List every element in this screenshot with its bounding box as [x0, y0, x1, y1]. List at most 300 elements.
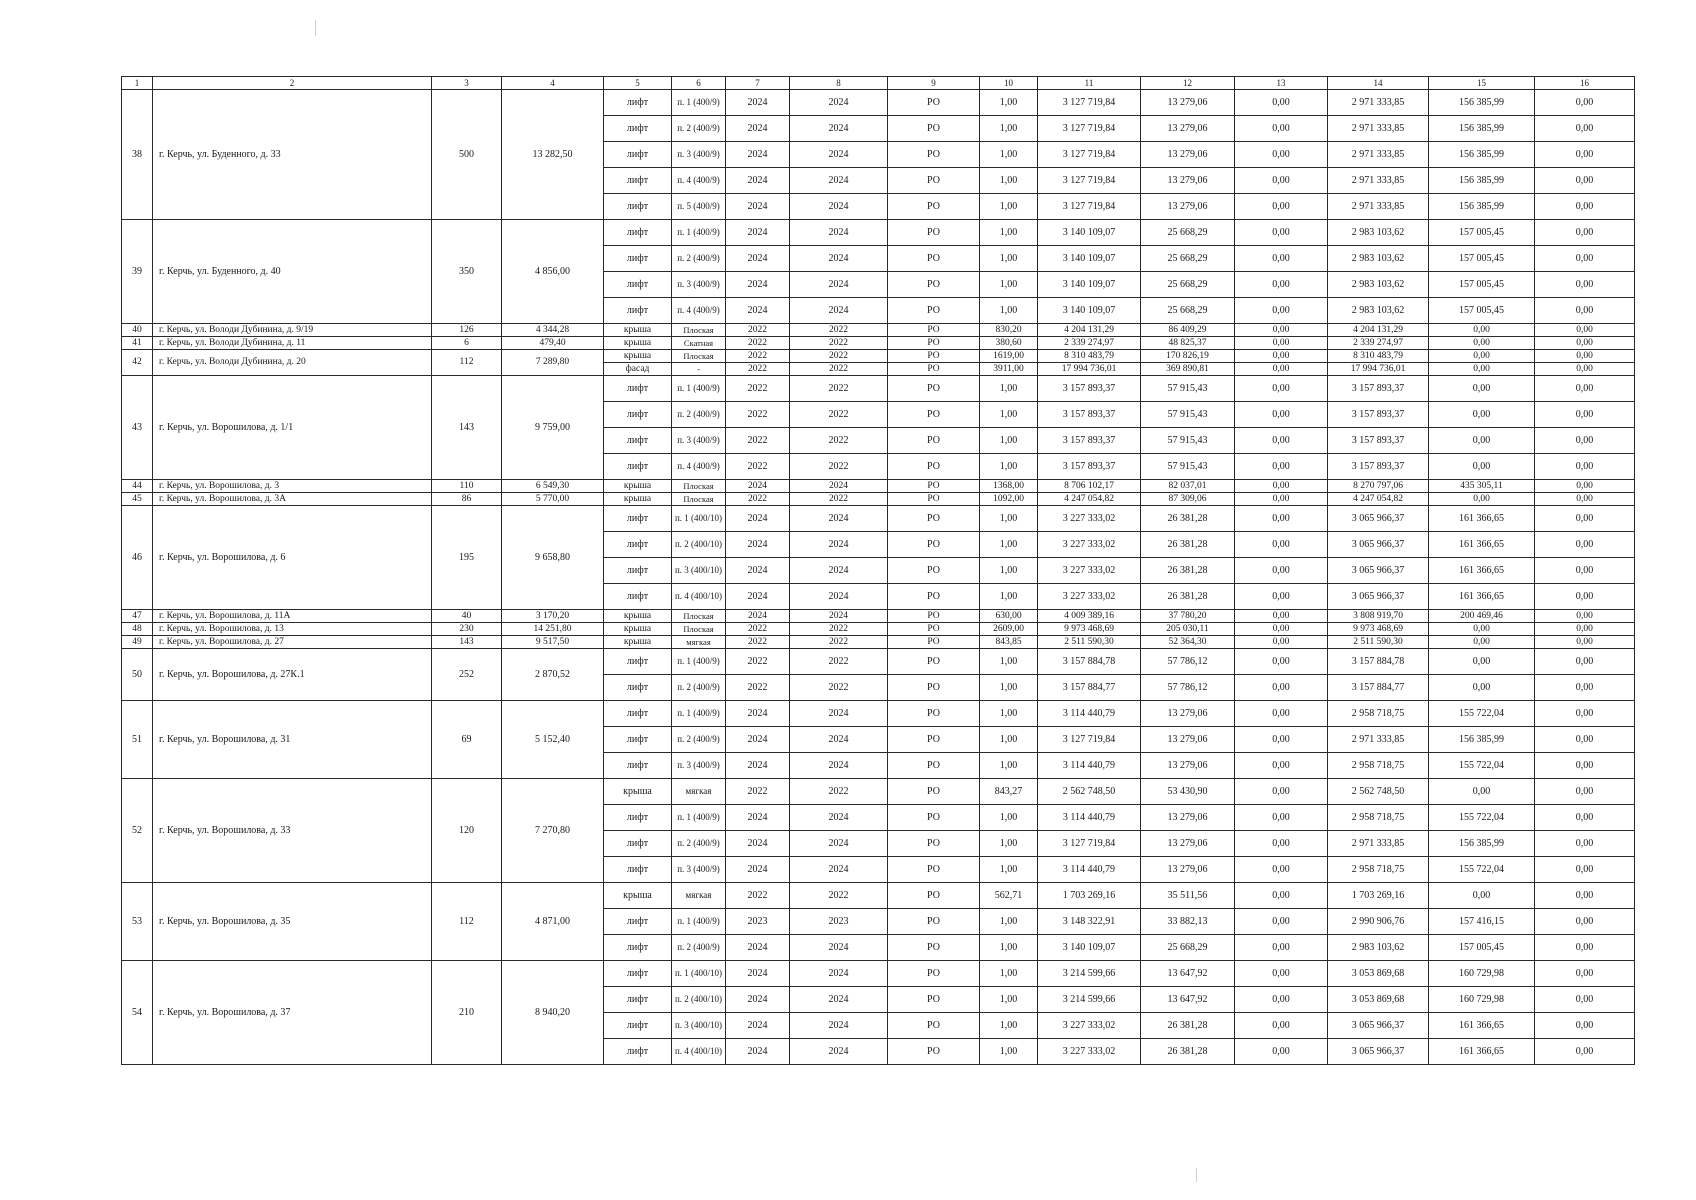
element-type-cell: лифт	[604, 558, 672, 584]
total-cost-cell: 3 227 333,02	[1038, 584, 1141, 610]
method-cell: РО	[888, 272, 980, 298]
entrance-cell: Плоская	[672, 350, 726, 363]
end-year-cell: 2024	[790, 532, 888, 558]
end-year-cell: 2024	[790, 142, 888, 168]
volume-cell: 1,00	[980, 194, 1038, 220]
residents-cell: 252	[432, 649, 502, 701]
method-cell: РО	[888, 142, 980, 168]
element-type-cell: лифт	[604, 1039, 672, 1065]
cost-sd-cell: 53 430,90	[1141, 779, 1235, 805]
fund-owner-cell: 1 703 269,16	[1328, 883, 1429, 909]
plan-year-cell: 2022	[726, 376, 790, 402]
element-type-cell: лифт	[604, 220, 672, 246]
fund-region-cell: 435 305,11	[1429, 480, 1535, 493]
fund-owner-cell: 2 958 718,75	[1328, 857, 1429, 883]
element-type-cell: лифт	[604, 961, 672, 987]
fund-state-cell: 0,00	[1235, 428, 1328, 454]
entrance-cell: п. 4 (400/10)	[672, 584, 726, 610]
end-year-cell: 2022	[790, 324, 888, 337]
cost-sd-cell: 13 279,06	[1141, 805, 1235, 831]
residents-cell: 143	[432, 636, 502, 649]
total-cost-cell: 1 703 269,16	[1038, 883, 1141, 909]
volume-cell: 1,00	[980, 584, 1038, 610]
method-cell: РО	[888, 883, 980, 909]
end-year-cell: 2024	[790, 753, 888, 779]
end-year-cell: 2024	[790, 298, 888, 324]
address-cell: г. Керчь, ул. Ворошилова, д. 13	[153, 623, 432, 636]
cost-sd-cell: 52 364,30	[1141, 636, 1235, 649]
element-type-cell: крыша	[604, 636, 672, 649]
method-cell: РО	[888, 909, 980, 935]
plan-year-cell: 2022	[726, 428, 790, 454]
cost-sd-cell: 86 409,29	[1141, 324, 1235, 337]
volume-cell: 2609,00	[980, 623, 1038, 636]
plan-year-cell: 2024	[726, 506, 790, 532]
total-cost-cell: 3 148 322,91	[1038, 909, 1141, 935]
fund-state-cell: 0,00	[1235, 584, 1328, 610]
total-cost-cell: 3 227 333,02	[1038, 1039, 1141, 1065]
fund-owner-cell: 3 065 966,37	[1328, 1039, 1429, 1065]
fund-other-cell: 0,00	[1535, 883, 1635, 909]
plan-year-cell: 2022	[726, 883, 790, 909]
fund-other-cell: 0,00	[1535, 350, 1635, 363]
address-cell: г. Керчь, ул. Ворошилова, д. 31	[153, 701, 432, 779]
fund-state-cell: 0,00	[1235, 363, 1328, 376]
fund-state-cell: 0,00	[1235, 727, 1328, 753]
fund-owner-cell: 2 971 333,85	[1328, 116, 1429, 142]
method-cell: РО	[888, 298, 980, 324]
method-cell: РО	[888, 805, 980, 831]
fund-other-cell: 0,00	[1535, 506, 1635, 532]
total-cost-cell: 3 157 884,77	[1038, 675, 1141, 701]
plan-year-cell: 2024	[726, 987, 790, 1013]
area-cell: 9 658,80	[502, 506, 604, 610]
row-number-cell: 40	[122, 324, 153, 337]
fund-other-cell: 0,00	[1535, 220, 1635, 246]
total-cost-cell: 8 706 102,17	[1038, 480, 1141, 493]
plan-year-cell: 2024	[726, 272, 790, 298]
column-number: 7	[726, 77, 790, 90]
method-cell: РО	[888, 402, 980, 428]
fund-other-cell: 0,00	[1535, 194, 1635, 220]
address-cell: г. Керчь, ул. Ворошилова, д. 35	[153, 883, 432, 961]
element-type-cell: лифт	[604, 194, 672, 220]
fund-owner-cell: 2 971 333,85	[1328, 142, 1429, 168]
plan-year-cell: 2022	[726, 493, 790, 506]
fund-other-cell: 0,00	[1535, 831, 1635, 857]
total-cost-cell: 4 204 131,29	[1038, 324, 1141, 337]
area-cell: 8 940,20	[502, 961, 604, 1065]
row-number-cell: 44	[122, 480, 153, 493]
fund-region-cell: 161 366,65	[1429, 558, 1535, 584]
entrance-cell: п. 1 (400/9)	[672, 90, 726, 116]
row-number-cell: 50	[122, 649, 153, 701]
row-number-cell: 53	[122, 883, 153, 961]
fund-owner-cell: 2 971 333,85	[1328, 194, 1429, 220]
residents-cell: 112	[432, 350, 502, 376]
fund-state-cell: 0,00	[1235, 935, 1328, 961]
end-year-cell: 2024	[790, 610, 888, 623]
address-cell: г. Керчь, ул. Ворошилова, д. 27	[153, 636, 432, 649]
row-number-cell: 39	[122, 220, 153, 324]
entrance-cell: п. 2 (400/9)	[672, 727, 726, 753]
area-cell: 4 871,00	[502, 883, 604, 961]
volume-cell: 843,85	[980, 636, 1038, 649]
element-type-cell: лифт	[604, 272, 672, 298]
fund-owner-cell: 4 247 054,82	[1328, 493, 1429, 506]
fund-owner-cell: 3 157 893,37	[1328, 376, 1429, 402]
plan-year-cell: 2024	[726, 90, 790, 116]
method-cell: РО	[888, 961, 980, 987]
fund-region-cell: 200 469,46	[1429, 610, 1535, 623]
fund-owner-cell: 3 053 869,68	[1328, 987, 1429, 1013]
fund-owner-cell: 3 157 893,37	[1328, 428, 1429, 454]
entrance-cell: п. 1 (400/9)	[672, 909, 726, 935]
fund-region-cell: 157 005,45	[1429, 246, 1535, 272]
fund-state-cell: 0,00	[1235, 857, 1328, 883]
plan-year-cell: 2024	[726, 961, 790, 987]
element-type-cell: лифт	[604, 298, 672, 324]
fund-other-cell: 0,00	[1535, 961, 1635, 987]
fund-region-cell: 0,00	[1429, 376, 1535, 402]
cost-sd-cell: 57 915,43	[1141, 428, 1235, 454]
table-row	[122, 220, 1635, 246]
method-cell: РО	[888, 90, 980, 116]
method-cell: РО	[888, 987, 980, 1013]
element-type-cell: лифт	[604, 90, 672, 116]
address-cell: г. Керчь, ул. Володи Дубинина, д. 9/19	[153, 324, 432, 337]
fund-state-cell: 0,00	[1235, 480, 1328, 493]
end-year-cell: 2024	[790, 480, 888, 493]
end-year-cell: 2024	[790, 272, 888, 298]
entrance-cell: Скатная	[672, 337, 726, 350]
plan-year-cell: 2022	[726, 779, 790, 805]
fund-state-cell: 0,00	[1235, 831, 1328, 857]
end-year-cell: 2023	[790, 909, 888, 935]
volume-cell: 1,00	[980, 831, 1038, 857]
cost-sd-cell: 48 825,37	[1141, 337, 1235, 350]
table-row	[122, 636, 1635, 649]
fund-state-cell: 0,00	[1235, 506, 1328, 532]
fund-other-cell: 0,00	[1535, 1039, 1635, 1065]
cost-sd-cell: 33 882,13	[1141, 909, 1235, 935]
element-type-cell: лифт	[604, 246, 672, 272]
entrance-cell: п. 1 (400/9)	[672, 805, 726, 831]
total-cost-cell: 3 157 893,37	[1038, 402, 1141, 428]
end-year-cell: 2022	[790, 402, 888, 428]
row-number-cell: 51	[122, 701, 153, 779]
fund-state-cell: 0,00	[1235, 805, 1328, 831]
cost-sd-cell: 25 668,29	[1141, 935, 1235, 961]
volume-cell: 1,00	[980, 727, 1038, 753]
plan-year-cell: 2023	[726, 909, 790, 935]
volume-cell: 1,00	[980, 376, 1038, 402]
total-cost-cell: 3 227 333,02	[1038, 532, 1141, 558]
fund-owner-cell: 2 983 103,62	[1328, 935, 1429, 961]
cost-sd-cell: 13 279,06	[1141, 831, 1235, 857]
end-year-cell: 2024	[790, 1013, 888, 1039]
end-year-cell: 2024	[790, 935, 888, 961]
residents-cell: 86	[432, 493, 502, 506]
entrance-cell: п. 1 (400/9)	[672, 701, 726, 727]
fund-region-cell: 155 722,04	[1429, 857, 1535, 883]
fund-owner-cell: 3 065 966,37	[1328, 506, 1429, 532]
fund-region-cell: 156 385,99	[1429, 727, 1535, 753]
cost-sd-cell: 25 668,29	[1141, 246, 1235, 272]
entrance-cell: Плоская	[672, 610, 726, 623]
address-cell: г. Керчь, ул. Ворошилова, д. 3А	[153, 493, 432, 506]
element-type-cell: лифт	[604, 402, 672, 428]
volume-cell: 562,71	[980, 883, 1038, 909]
fund-other-cell: 0,00	[1535, 584, 1635, 610]
method-cell: РО	[888, 558, 980, 584]
fund-owner-cell: 4 204 131,29	[1328, 324, 1429, 337]
end-year-cell: 2024	[790, 961, 888, 987]
entrance-cell: п. 3 (400/9)	[672, 753, 726, 779]
fund-owner-cell: 2 958 718,75	[1328, 701, 1429, 727]
cost-sd-cell: 26 381,28	[1141, 532, 1235, 558]
plan-year-cell: 2024	[726, 116, 790, 142]
fund-region-cell: 0,00	[1429, 324, 1535, 337]
end-year-cell: 2022	[790, 883, 888, 909]
fund-region-cell: 0,00	[1429, 493, 1535, 506]
volume-cell: 1,00	[980, 987, 1038, 1013]
volume-cell: 1,00	[980, 298, 1038, 324]
method-cell: РО	[888, 493, 980, 506]
volume-cell: 1,00	[980, 532, 1038, 558]
fund-other-cell: 0,00	[1535, 116, 1635, 142]
cost-sd-cell: 13 647,92	[1141, 961, 1235, 987]
entrance-cell: мягкая	[672, 636, 726, 649]
table-row	[122, 337, 1635, 350]
end-year-cell: 2024	[790, 1039, 888, 1065]
residents-cell: 69	[432, 701, 502, 779]
plan-year-cell: 2022	[726, 324, 790, 337]
volume-cell: 1,00	[980, 1039, 1038, 1065]
end-year-cell: 2022	[790, 428, 888, 454]
fund-region-cell: 156 385,99	[1429, 831, 1535, 857]
fund-owner-cell: 17 994 736,01	[1328, 363, 1429, 376]
residents-cell: 120	[432, 779, 502, 883]
cost-sd-cell: 35 511,56	[1141, 883, 1235, 909]
entrance-cell: п. 3 (400/9)	[672, 428, 726, 454]
fund-other-cell: 0,00	[1535, 753, 1635, 779]
plan-year-cell: 2024	[726, 935, 790, 961]
plan-year-cell: 2022	[726, 454, 790, 480]
end-year-cell: 2024	[790, 116, 888, 142]
method-cell: РО	[888, 363, 980, 376]
volume-cell: 1,00	[980, 649, 1038, 675]
fund-state-cell: 0,00	[1235, 194, 1328, 220]
fund-other-cell: 0,00	[1535, 363, 1635, 376]
cost-sd-cell: 13 279,06	[1141, 142, 1235, 168]
plan-year-cell: 2022	[726, 350, 790, 363]
area-cell: 5 152,40	[502, 701, 604, 779]
method-cell: РО	[888, 324, 980, 337]
area-cell: 9 517,50	[502, 636, 604, 649]
plan-year-cell: 2024	[726, 753, 790, 779]
address-cell: г. Керчь, ул. Ворошилова, д. 27К.1	[153, 649, 432, 701]
volume-cell: 1,00	[980, 90, 1038, 116]
plan-year-cell: 2024	[726, 857, 790, 883]
element-type-cell: лифт	[604, 987, 672, 1013]
method-cell: РО	[888, 1039, 980, 1065]
entrance-cell: п. 1 (400/10)	[672, 506, 726, 532]
total-cost-cell: 3 227 333,02	[1038, 1013, 1141, 1039]
end-year-cell: 2024	[790, 701, 888, 727]
fund-state-cell: 0,00	[1235, 324, 1328, 337]
volume-cell: 1,00	[980, 909, 1038, 935]
end-year-cell: 2022	[790, 363, 888, 376]
method-cell: РО	[888, 623, 980, 636]
fund-other-cell: 0,00	[1535, 337, 1635, 350]
program-table	[121, 76, 1635, 1065]
method-cell: РО	[888, 701, 980, 727]
method-cell: РО	[888, 675, 980, 701]
column-number: 10	[980, 77, 1038, 90]
entrance-cell: п. 1 (400/9)	[672, 649, 726, 675]
cost-sd-cell: 26 381,28	[1141, 506, 1235, 532]
total-cost-cell: 17 994 736,01	[1038, 363, 1141, 376]
volume-cell: 1619,00	[980, 350, 1038, 363]
method-cell: РО	[888, 246, 980, 272]
method-cell: РО	[888, 779, 980, 805]
fund-region-cell: 156 385,99	[1429, 142, 1535, 168]
fund-region-cell: 0,00	[1429, 779, 1535, 805]
cost-sd-cell: 13 279,06	[1141, 116, 1235, 142]
element-type-cell: крыша	[604, 337, 672, 350]
entrance-cell: п. 3 (400/10)	[672, 558, 726, 584]
fund-region-cell: 0,00	[1429, 883, 1535, 909]
plan-year-cell: 2022	[726, 337, 790, 350]
row-number-cell: 52	[122, 779, 153, 883]
address-cell: г. Керчь, ул. Ворошилова, д. 3	[153, 480, 432, 493]
entrance-cell: п. 2 (400/9)	[672, 246, 726, 272]
residents-cell: 210	[432, 961, 502, 1065]
element-type-cell: лифт	[604, 701, 672, 727]
method-cell: РО	[888, 116, 980, 142]
fund-region-cell: 156 385,99	[1429, 194, 1535, 220]
method-cell: РО	[888, 649, 980, 675]
entrance-cell: п. 3 (400/9)	[672, 272, 726, 298]
fund-region-cell: 0,00	[1429, 350, 1535, 363]
plan-year-cell: 2024	[726, 610, 790, 623]
fund-region-cell: 161 366,65	[1429, 1039, 1535, 1065]
cost-sd-cell: 57 786,12	[1141, 675, 1235, 701]
total-cost-cell: 3 157 893,37	[1038, 376, 1141, 402]
fund-owner-cell: 3 808 919,70	[1328, 610, 1429, 623]
end-year-cell: 2024	[790, 831, 888, 857]
volume-cell: 1368,00	[980, 480, 1038, 493]
end-year-cell: 2022	[790, 675, 888, 701]
residents-cell: 350	[432, 220, 502, 324]
method-cell: РО	[888, 831, 980, 857]
end-year-cell: 2024	[790, 727, 888, 753]
fund-state-cell: 0,00	[1235, 610, 1328, 623]
element-type-cell: лифт	[604, 675, 672, 701]
table-row	[122, 701, 1635, 727]
total-cost-cell: 3 157 893,37	[1038, 428, 1141, 454]
fund-region-cell: 160 729,98	[1429, 987, 1535, 1013]
row-number-cell: 49	[122, 636, 153, 649]
cost-sd-cell: 13 279,06	[1141, 727, 1235, 753]
end-year-cell: 2024	[790, 194, 888, 220]
volume-cell: 1,00	[980, 272, 1038, 298]
fund-state-cell: 0,00	[1235, 454, 1328, 480]
element-type-cell: крыша	[604, 623, 672, 636]
fund-owner-cell: 2 971 333,85	[1328, 727, 1429, 753]
element-type-cell: лифт	[604, 831, 672, 857]
end-year-cell: 2022	[790, 454, 888, 480]
residents-cell: 230	[432, 623, 502, 636]
total-cost-cell: 3 227 333,02	[1038, 506, 1141, 532]
entrance-cell: п. 2 (400/9)	[672, 675, 726, 701]
volume-cell: 830,20	[980, 324, 1038, 337]
address-cell: г. Керчь, ул. Ворошилова, д. 1/1	[153, 376, 432, 480]
method-cell: РО	[888, 506, 980, 532]
column-number: 12	[1141, 77, 1235, 90]
method-cell: РО	[888, 1013, 980, 1039]
total-cost-cell: 3 140 109,07	[1038, 298, 1141, 324]
volume-cell: 843,27	[980, 779, 1038, 805]
fund-state-cell: 0,00	[1235, 883, 1328, 909]
entrance-cell: п. 3 (400/10)	[672, 1013, 726, 1039]
cost-sd-cell: 26 381,28	[1141, 1013, 1235, 1039]
column-number: 15	[1429, 77, 1535, 90]
volume-cell: 1,00	[980, 1013, 1038, 1039]
cost-sd-cell: 170 826,19	[1141, 350, 1235, 363]
end-year-cell: 2024	[790, 805, 888, 831]
residents-cell: 500	[432, 90, 502, 220]
volume-cell: 1,00	[980, 857, 1038, 883]
total-cost-cell: 3 140 109,07	[1038, 220, 1141, 246]
cost-sd-cell: 13 279,06	[1141, 90, 1235, 116]
element-type-cell: крыша	[604, 883, 672, 909]
method-cell: РО	[888, 428, 980, 454]
fund-region-cell: 161 366,65	[1429, 584, 1535, 610]
fund-other-cell: 0,00	[1535, 779, 1635, 805]
volume-cell: 1,00	[980, 116, 1038, 142]
fund-state-cell: 0,00	[1235, 246, 1328, 272]
method-cell: РО	[888, 636, 980, 649]
entrance-cell: п. 1 (400/10)	[672, 961, 726, 987]
fund-state-cell: 0,00	[1235, 623, 1328, 636]
fund-region-cell: 161 366,65	[1429, 506, 1535, 532]
plan-year-cell: 2024	[726, 220, 790, 246]
area-cell: 4 856,00	[502, 220, 604, 324]
entrance-cell: п. 3 (400/9)	[672, 857, 726, 883]
cost-sd-cell: 205 030,11	[1141, 623, 1235, 636]
fund-owner-cell: 3 157 893,37	[1328, 402, 1429, 428]
entrance-cell: п. 4 (400/9)	[672, 454, 726, 480]
residents-cell: 195	[432, 506, 502, 610]
fund-other-cell: 0,00	[1535, 493, 1635, 506]
fund-state-cell: 0,00	[1235, 402, 1328, 428]
fund-state-cell: 0,00	[1235, 701, 1328, 727]
fund-owner-cell: 2 983 103,62	[1328, 246, 1429, 272]
total-cost-cell: 2 562 748,50	[1038, 779, 1141, 805]
fund-other-cell: 0,00	[1535, 480, 1635, 493]
total-cost-cell: 3 114 440,79	[1038, 805, 1141, 831]
table-row	[122, 883, 1635, 909]
cost-sd-cell: 26 381,28	[1141, 1039, 1235, 1065]
cost-sd-cell: 57 915,43	[1141, 454, 1235, 480]
residents-cell: 110	[432, 480, 502, 493]
plan-year-cell: 2024	[726, 194, 790, 220]
method-cell: РО	[888, 584, 980, 610]
end-year-cell: 2024	[790, 220, 888, 246]
table-body	[122, 77, 1635, 1065]
